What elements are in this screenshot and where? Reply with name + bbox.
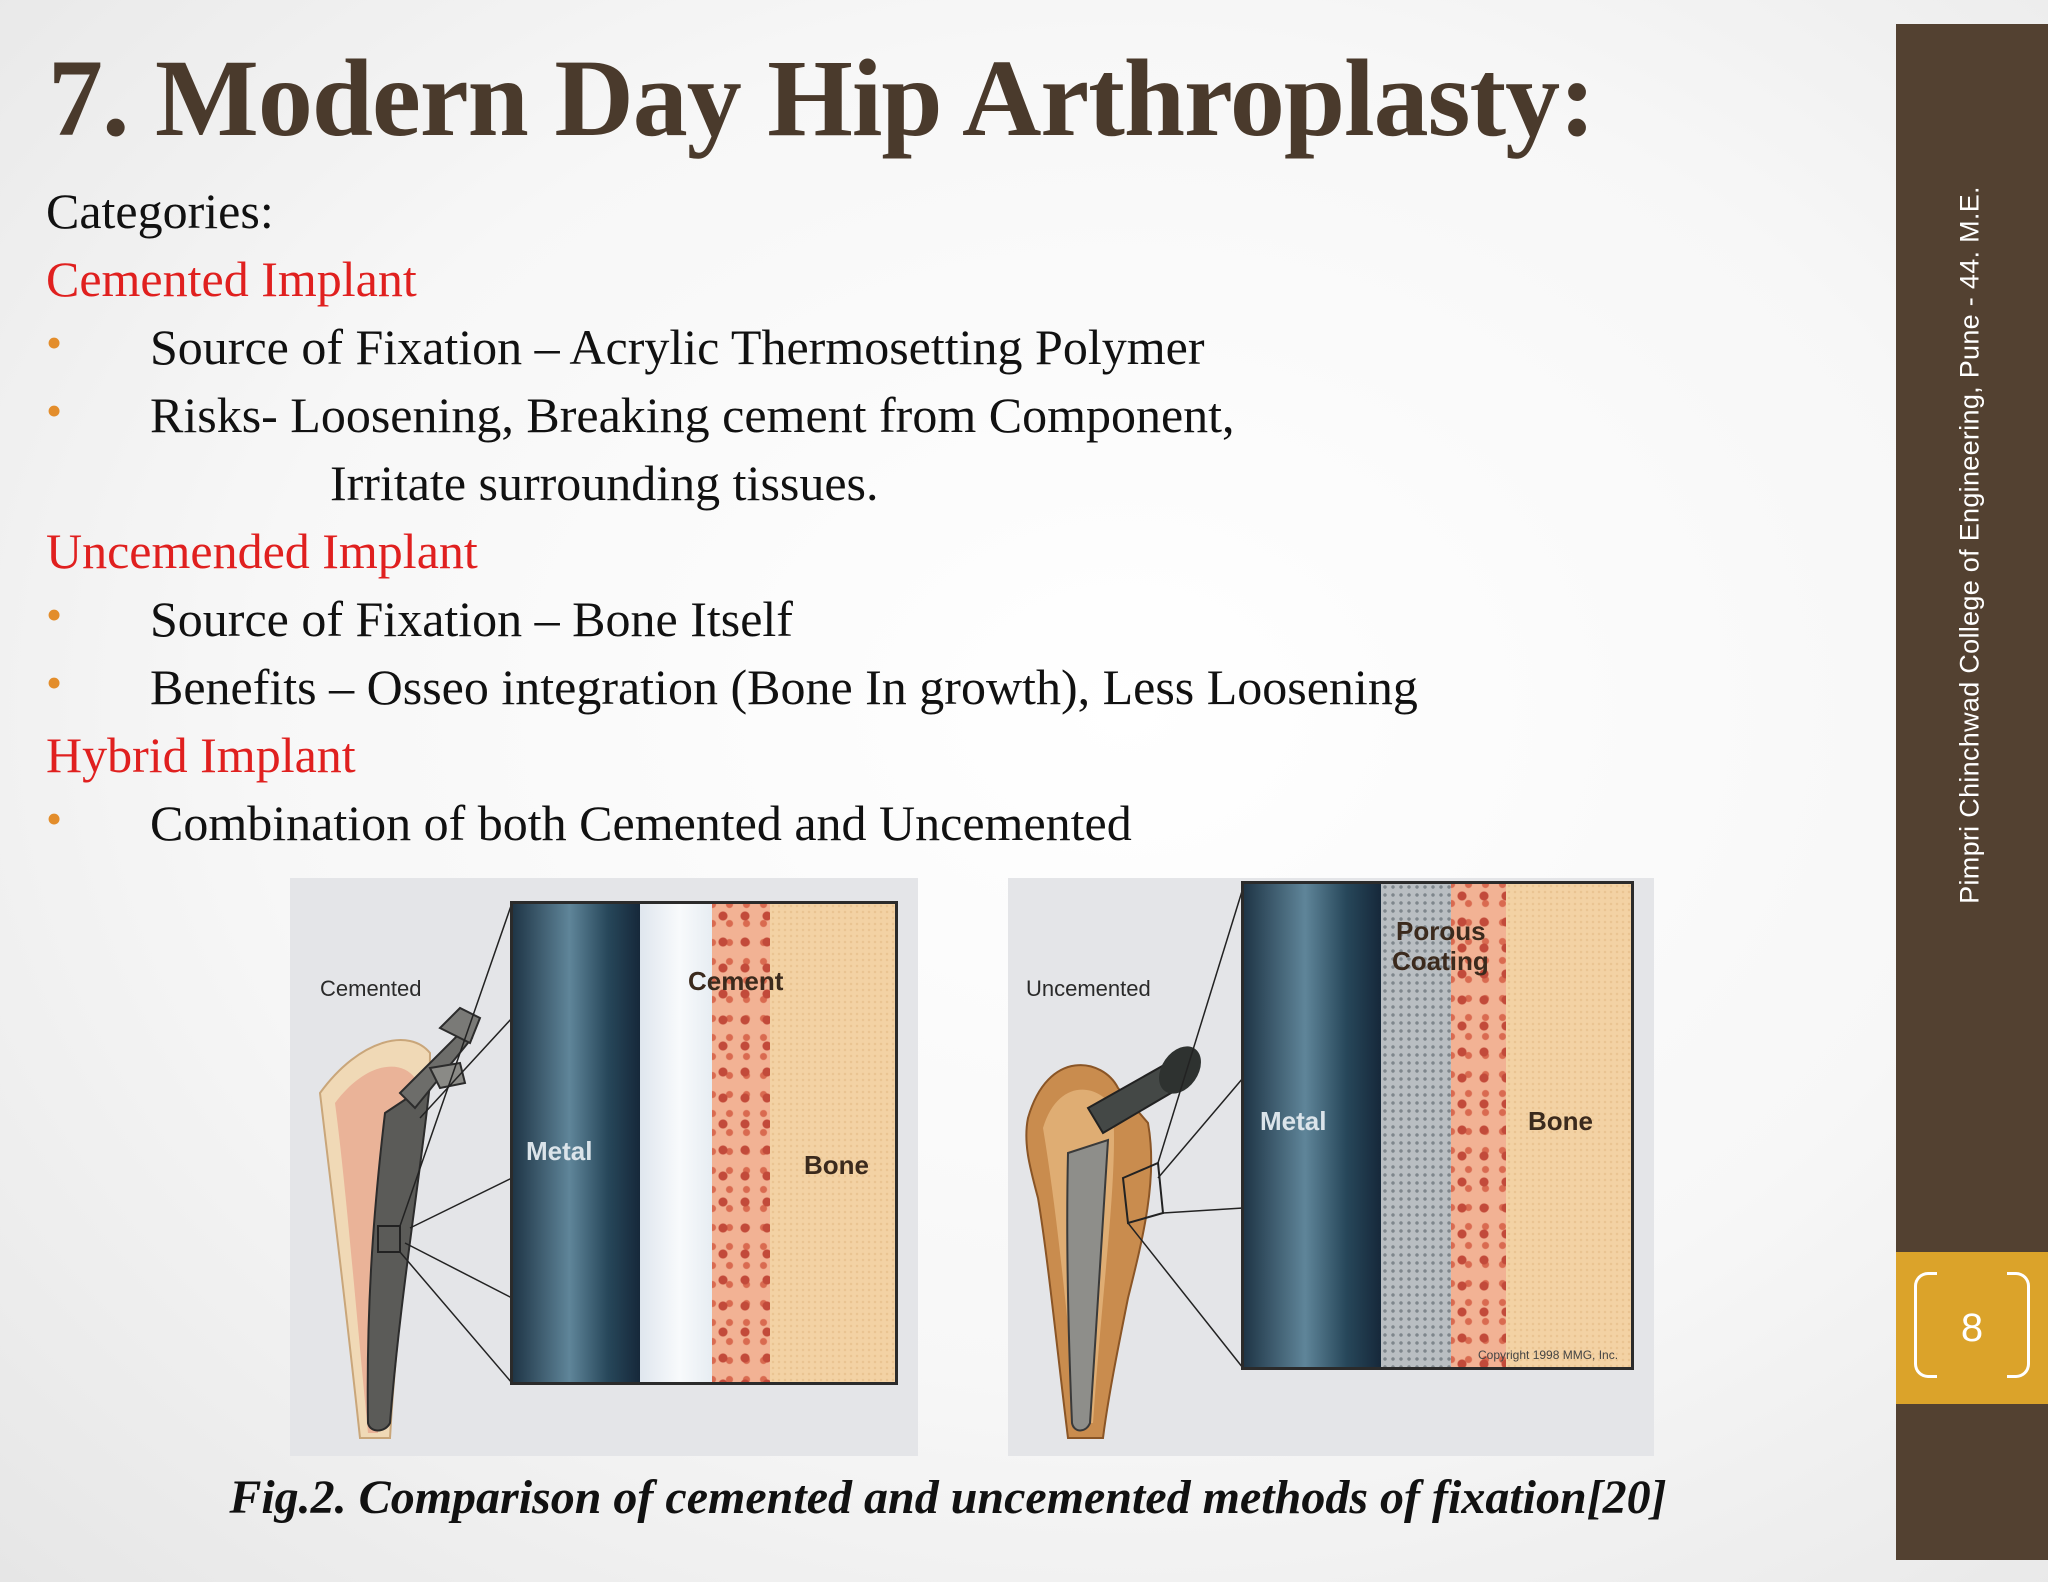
figure-uncemented [1008, 878, 1654, 1456]
porous-label-line1: Porous [1396, 916, 1486, 946]
slide-title: 7. Modern Day Hip Arthroplasty: [48, 37, 1595, 159]
section-heading-cemented: Cemented Implant [46, 251, 417, 307]
categories-label: Categories: [46, 183, 274, 239]
cemented-metal-label: Metal [526, 1136, 593, 1166]
bullet-cemented-risks: Risks- Loosening, Breaking cement from Component, [150, 387, 1235, 443]
page-number-box [1896, 1252, 2048, 1404]
bullet-cemented-risks-continuation: Irritate surrounding tissues. [330, 455, 879, 511]
figure-cemented [290, 878, 918, 1456]
uncemented-side-label: Uncemented [1026, 976, 1151, 1001]
sidebar-institution-label: Pimpri Chinchwad College of Engineering, Pune - 44. M.E. [1954, 186, 1985, 904]
bullet-cemented-fixation: Source of Fixation – Acrylic Thermosetting Polymer [150, 319, 1205, 375]
figure-caption: Fig.2. Comparison of cemented and uncemented methods of fixation[20] [229, 1471, 1667, 1524]
porous-label-line2: Coating [1392, 946, 1489, 976]
bullet-marker: • [46, 385, 63, 436]
uncemented-bone-label: Bone [1528, 1106, 1593, 1136]
section-heading-hybrid: Hybrid Implant [46, 727, 356, 783]
cemented-bone-label: Bone [804, 1150, 869, 1180]
bullet-uncemented-benefits: Benefits – Osseo integration (Bone In growth), Less Loosening [150, 659, 1418, 715]
bullet-hybrid-combination: Combination of both Cemented and Uncemented [150, 795, 1132, 851]
bullet-marker: • [46, 793, 63, 844]
bullet-marker: • [46, 589, 63, 640]
bullet-marker: • [46, 317, 63, 368]
figure-copyright: Copyright 1998 MMG, Inc. [1478, 1348, 1619, 1362]
cemented-side-label: Cemented [320, 976, 422, 1001]
page-number: 8 [1960, 1306, 1984, 1350]
bullet-marker: • [46, 657, 63, 708]
section-heading-uncemented: Uncemended Implant [46, 523, 478, 579]
bullet-uncemented-fixation: Source of Fixation – Bone Itself [150, 591, 793, 647]
uncemented-metal-label: Metal [1260, 1106, 1327, 1136]
cement-label: Cement [688, 966, 784, 996]
